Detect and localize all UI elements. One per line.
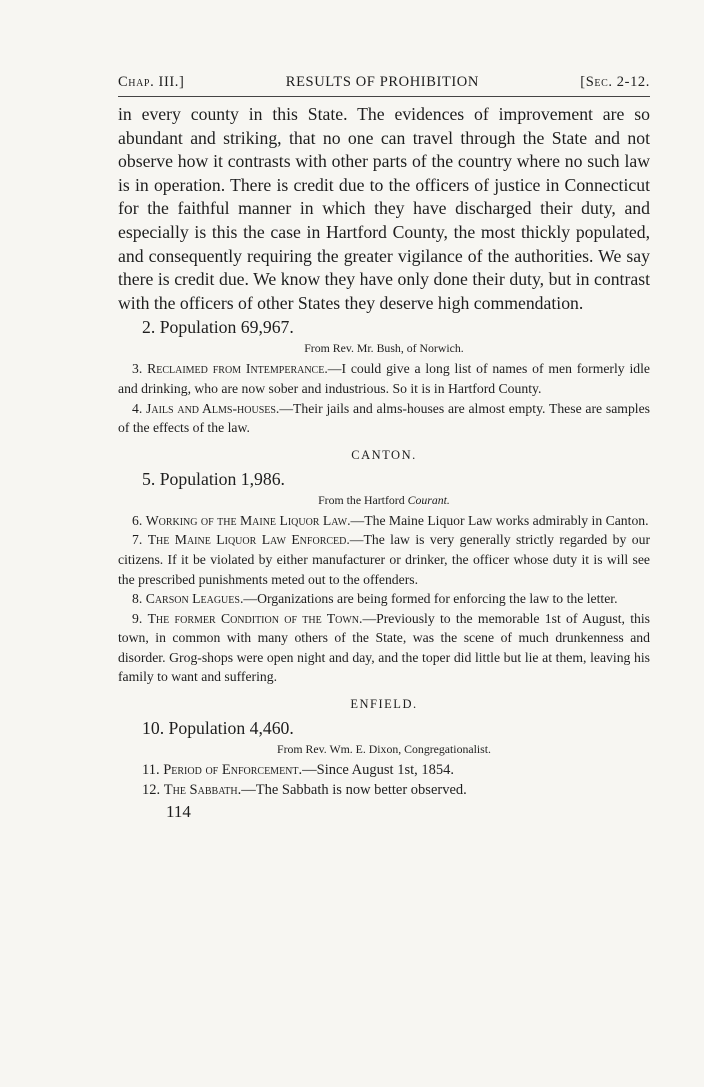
page bbox=[118, 74, 650, 822]
lead-paragraph: in every county in this State. The evidences of improvement are so abundant and striking, that no one can travel through the State and not observe how it contrasts with other parts of the country where no such law is in operation. There is credit due to the officers of justice in Connecticut for the faithful manner in which they have discharged their duty, and especially is this the case in Hartford County, the most thickly populated, and consequently requiring the greater vigilance of the authorities. We say there is credit due. We know they have only done their duty, but in contrast with the officers of other States they deserve high commendation. bbox=[118, 104, 650, 313]
enfield-attribution: From Rev. Wm. E. Dixon, Congregationalist. bbox=[277, 742, 491, 757]
canton-attribution: From the Hartford Courant. bbox=[318, 492, 450, 507]
canton-population: 5. Population 1,986. bbox=[142, 468, 285, 489]
item-9: 9. The former Condition of the Town.—Previously to the memorable 1st of August, this town, in common with many others of the State, was the scene of much drunkenness and disorder. Grog-shops were open night and day, and the toper did little but lie at them, leaving his family to want and suffering. bbox=[118, 610, 650, 685]
norwich-population: 2. Population 69,967. bbox=[142, 317, 294, 338]
item-7: 7. The Maine Liquor Law Enforced.—The law is very generally strictly regarded by our citizens. If it be violated by either manufacturer or drinker, the officer whose duty it is will see the prescribed punishments meted out to the offenders. bbox=[118, 532, 651, 587]
item-3: 3. Reclaimed from Intemperance.—I could give a long list of names of men formerly idle and drinking, who are now sober and industrious. So it is in Hartford County. bbox=[118, 361, 650, 396]
running-head-section: [Sec. 2-12. bbox=[580, 74, 650, 90]
item-11: 11. Period of Enforcement.—Since August 1st, 1854. bbox=[142, 762, 454, 779]
norwich-attribution: From Rev. Mr. Bush, of Norwich. bbox=[304, 341, 464, 356]
running-head-chapter: Chap. III.] bbox=[118, 74, 185, 90]
item-6: 6. Working of the Maine Liquor Law.—The Maine Liquor Law works admirably in Canton. bbox=[132, 512, 649, 528]
enfield-population: 10. Population 4,460. bbox=[142, 718, 294, 739]
page-number: 114 bbox=[166, 802, 191, 822]
item-8: 8. Carson Leagues.—Organizations are being formed for enforcing the law to the letter. bbox=[132, 591, 618, 607]
item-4: 4. Jails and Alms-houses.—Their jails and alms-houses are almost empty. These are samples of the effects of the law. bbox=[118, 400, 650, 436]
canton-heading: CANTON. bbox=[351, 447, 417, 462]
running-head-title: RESULTS OF PROHIBITION bbox=[285, 74, 479, 90]
enfield-heading: ENFIELD. bbox=[350, 697, 418, 712]
item-12: 12. The Sabbath.—The Sabbath is now better observed. bbox=[142, 782, 467, 799]
running-head bbox=[118, 74, 650, 97]
